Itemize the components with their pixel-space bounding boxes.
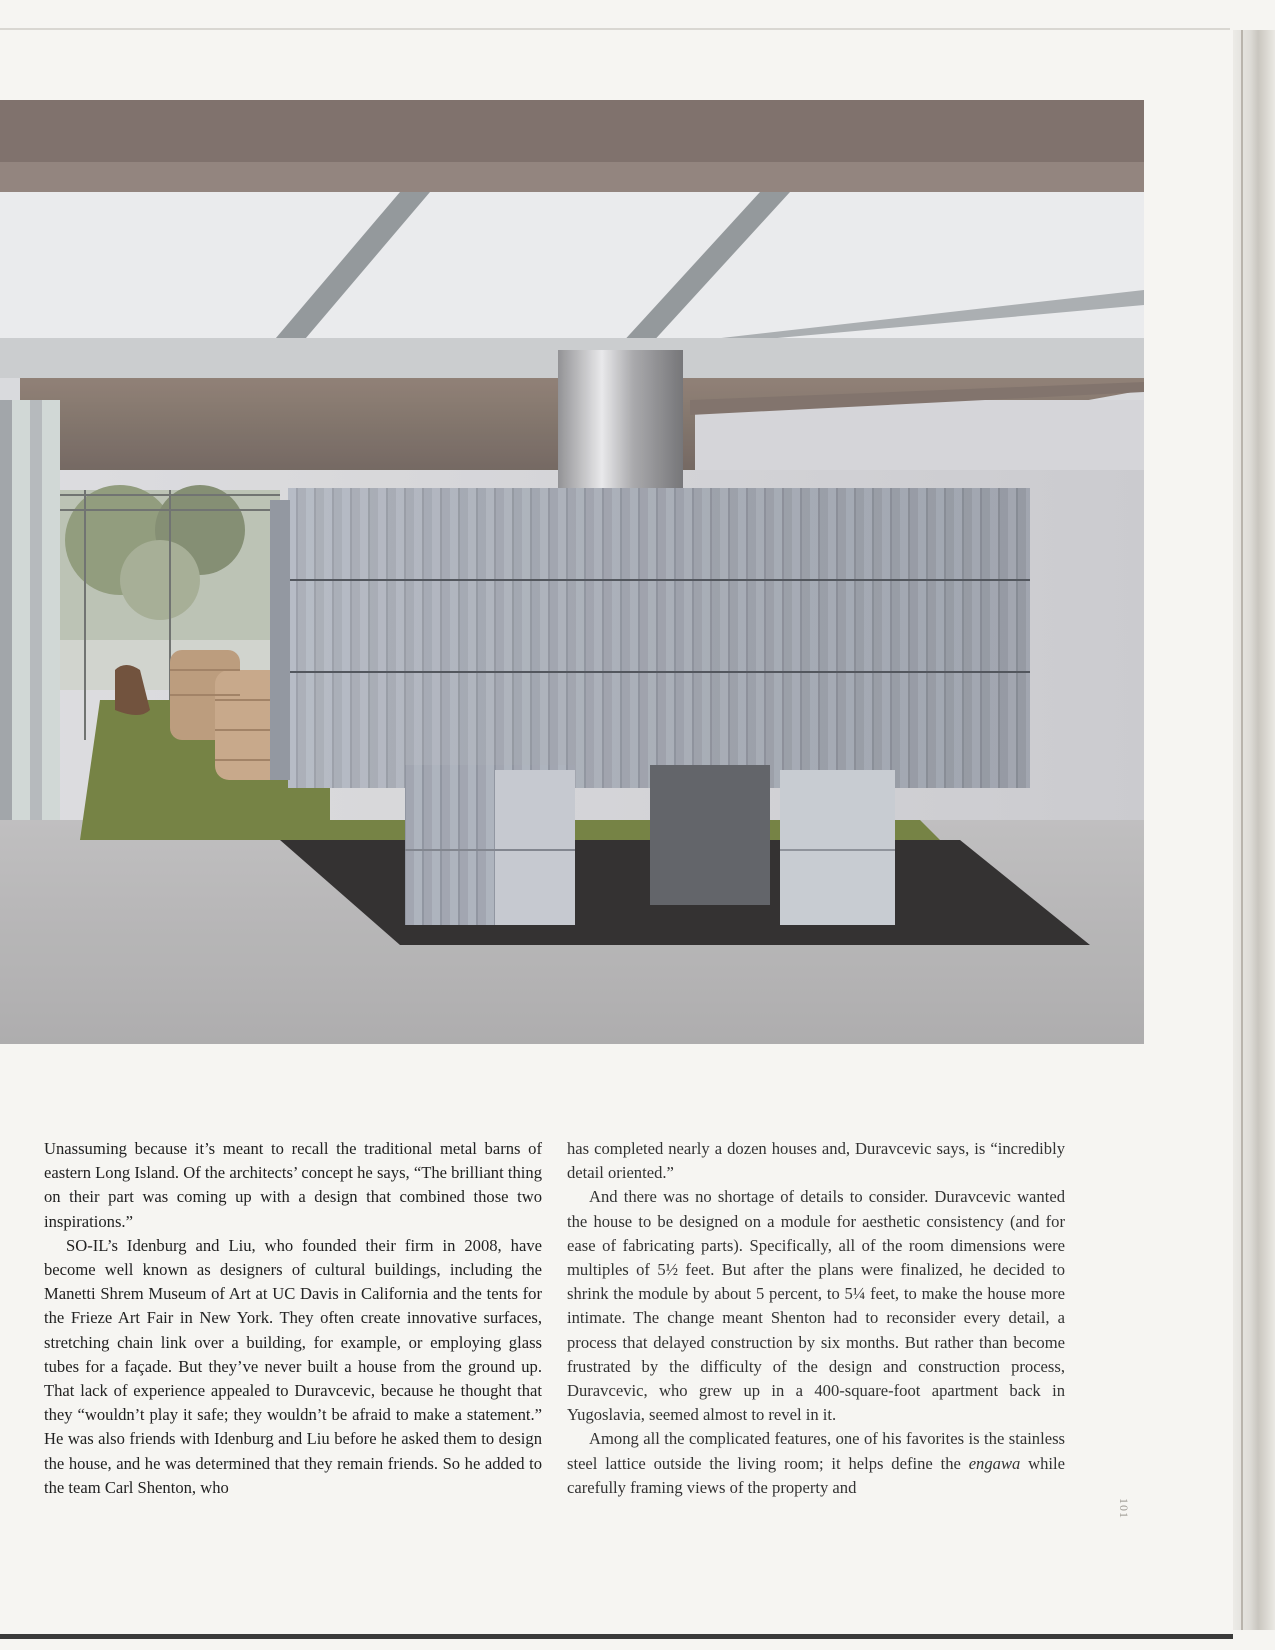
interior-photo (0, 100, 1144, 1044)
paragraph (44, 1137, 542, 1234)
paragraph-text: And there was no shortage of details to consider. Duravcevic wanted the house to be designed on a module for aesthetic consistency (and for ease of fabricating parts). Specifically, all of the room dimensions were multiples of 5½ feet. But after the plans were finalized, he decided to shrink the module by about 5 percent, to 5¼ feet, to make the house more intimate. The change meant Shenton had to reconsider every detail, a process that delayed construction by six months. But rather than become frustrated by the difficulty of the design and construction process, Duravcevic, who grew up in a 400-square-foot apartment back in Yugoslavia, seemed almost to revel in it. (567, 1187, 1065, 1425)
italic-term: engawa (968, 1453, 1021, 1473)
paragraph (567, 1427, 1065, 1500)
article-column-right (567, 1137, 1065, 1500)
paragraph-text: has completed nearly a dozen houses and, Duravcevic says, is “incredibly detail oriented.” (567, 1139, 1065, 1183)
paragraph-text: while carefully framing views of the property and (567, 1453, 1065, 1497)
page-folio: 101 (1117, 1498, 1131, 1519)
paragraph (567, 1185, 1065, 1427)
top-rule (0, 28, 1230, 30)
paragraph-text: SO-IL’s Idenburg and Liu, who founded their firm in 2008, have become well known as designers of cultural buildings, including the Manetti Shrem Museum of Art at UC Davis in California and the tents for the Frieze Art Fair in New York. They often create innovative surfaces, stretching chain link over a building, for example, or employing glass tubes for a façade. But they’ve never built a house from the ground up. That lack of experience appealed to Duravcevic, because he thought that they “wouldn’t play it safe; they wouldn’t be afraid to make a statement.” He was also friends with Idenburg and Liu before he asked them to design the house, and he was determined that they remain friends. So he added to the team Carl Shenton, who (44, 1235, 542, 1497)
bottom-edge (0, 1634, 1233, 1639)
paragraph-text: Unassuming because it’s meant to recall the traditional metal barns of eastern Long Island. Of the architects’ concept he says, “The brilliant thing on their part was coming up with a design that combined those two inspirations.” (44, 1139, 542, 1231)
paragraph-text: Among all the complicated features, one of his favorites is the stainless steel lattice outside the living room; it helps define the (567, 1429, 1065, 1473)
binding-gutter (1233, 30, 1275, 1630)
paragraph (567, 1137, 1065, 1185)
paragraph (44, 1234, 542, 1500)
article-column-left (44, 1137, 542, 1500)
